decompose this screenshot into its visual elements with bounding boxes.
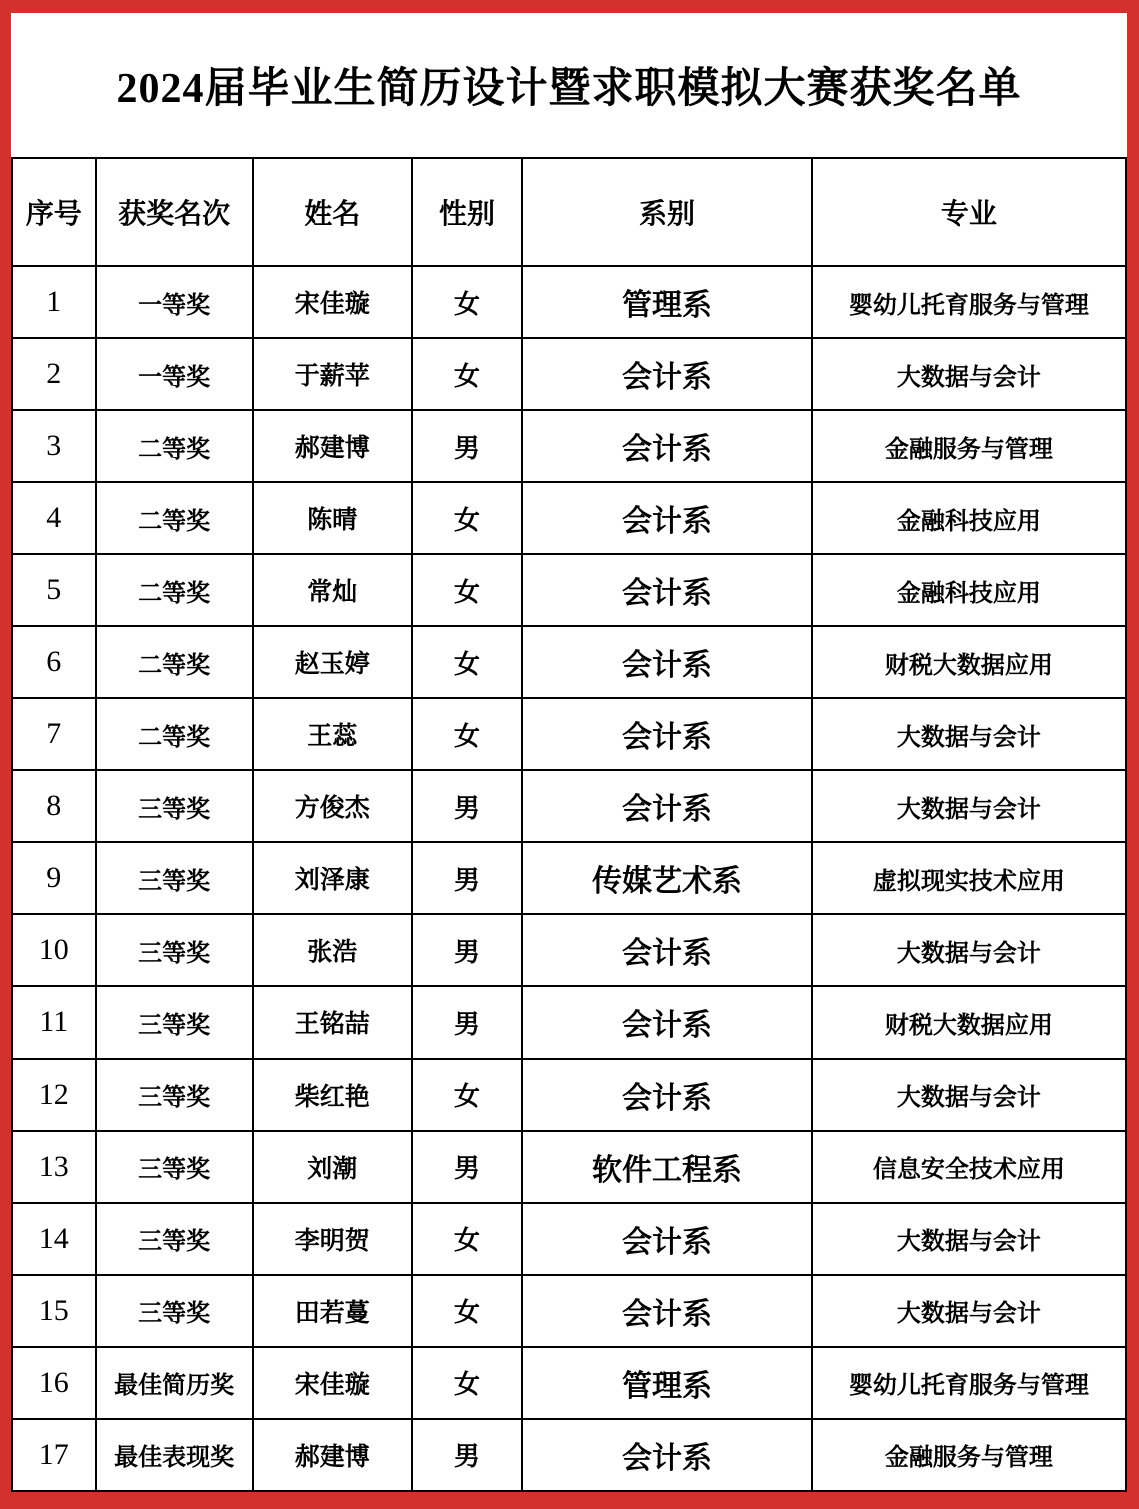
cell-gender: 男 xyxy=(412,770,522,842)
cell-major: 虚拟现实技术应用 xyxy=(812,842,1126,914)
cell-name: 李明贺 xyxy=(253,1203,412,1275)
cell-award: 三等奖 xyxy=(96,1059,253,1131)
cell-department: 会计系 xyxy=(522,914,812,986)
cell-department: 会计系 xyxy=(522,410,812,482)
cell-gender: 女 xyxy=(412,626,522,698)
cell-department: 传媒艺术系 xyxy=(522,842,812,914)
cell-major: 大数据与会计 xyxy=(812,1203,1126,1275)
cell-name: 方俊杰 xyxy=(253,770,412,842)
cell-award: 三等奖 xyxy=(96,1275,253,1347)
cell-department: 会计系 xyxy=(522,1059,812,1131)
cell-name: 王蕊 xyxy=(253,698,412,770)
header-row xyxy=(12,158,1126,266)
cell-gender: 女 xyxy=(412,1275,522,1347)
cell-award: 二等奖 xyxy=(96,698,253,770)
cell-gender: 女 xyxy=(412,1203,522,1275)
cell-gender: 男 xyxy=(412,986,522,1058)
table-row xyxy=(12,842,1126,914)
cell-award: 三等奖 xyxy=(96,1131,253,1203)
page-title: 2024届毕业生简历设计暨求职模拟大赛获奖名单 xyxy=(116,66,1022,112)
cell-department: 会计系 xyxy=(522,1203,812,1275)
cell-index: 3 xyxy=(12,410,96,482)
cell-gender: 女 xyxy=(412,1059,522,1131)
cell-name: 张浩 xyxy=(253,914,412,986)
table-row xyxy=(12,914,1126,986)
cell-major: 大数据与会计 xyxy=(812,338,1126,410)
col-header-award: 获奖名次 xyxy=(96,158,253,266)
cell-index: 15 xyxy=(12,1275,96,1347)
table-row xyxy=(12,1203,1126,1275)
cell-major: 金融服务与管理 xyxy=(812,410,1126,482)
cell-department: 会计系 xyxy=(522,626,812,698)
cell-major: 大数据与会计 xyxy=(812,1059,1126,1131)
cell-gender: 男 xyxy=(412,842,522,914)
cell-name: 郝建博 xyxy=(253,410,412,482)
cell-index: 10 xyxy=(12,914,96,986)
cell-department: 会计系 xyxy=(522,770,812,842)
cell-award: 二等奖 xyxy=(96,410,253,482)
col-header-major: 专业 xyxy=(812,158,1126,266)
award-table xyxy=(11,157,1127,1492)
cell-gender: 男 xyxy=(412,914,522,986)
cell-award: 最佳表现奖 xyxy=(96,1419,253,1491)
cell-award: 一等奖 xyxy=(96,266,253,338)
cell-index: 11 xyxy=(12,986,96,1058)
cell-name: 刘泽康 xyxy=(253,842,412,914)
cell-gender: 女 xyxy=(412,266,522,338)
cell-major: 大数据与会计 xyxy=(812,770,1126,842)
cell-name: 于薪苹 xyxy=(253,338,412,410)
cell-award: 三等奖 xyxy=(96,842,253,914)
cell-name: 柴红艳 xyxy=(253,1059,412,1131)
cell-gender: 女 xyxy=(412,482,522,554)
cell-gender: 女 xyxy=(412,1347,522,1419)
cell-award: 二等奖 xyxy=(96,626,253,698)
cell-major: 金融服务与管理 xyxy=(812,1419,1126,1491)
col-header-name: 姓名 xyxy=(253,158,412,266)
table-row xyxy=(12,986,1126,1058)
cell-name: 宋佳璇 xyxy=(253,1347,412,1419)
cell-name: 郝建博 xyxy=(253,1419,412,1491)
table-row xyxy=(12,338,1126,410)
cell-index: 6 xyxy=(12,626,96,698)
cell-major: 信息安全技术应用 xyxy=(812,1131,1126,1203)
table-row xyxy=(12,770,1126,842)
cell-gender: 男 xyxy=(412,1131,522,1203)
cell-index: 16 xyxy=(12,1347,96,1419)
table-row xyxy=(12,482,1126,554)
cell-gender: 男 xyxy=(412,1419,522,1491)
cell-award: 三等奖 xyxy=(96,1203,253,1275)
cell-award: 二等奖 xyxy=(96,554,253,626)
table-row xyxy=(12,554,1126,626)
cell-index: 9 xyxy=(12,842,96,914)
cell-award: 最佳简历奖 xyxy=(96,1347,253,1419)
cell-index: 4 xyxy=(12,482,96,554)
table-row xyxy=(12,1275,1126,1347)
cell-department: 会计系 xyxy=(522,1275,812,1347)
cell-major: 大数据与会计 xyxy=(812,914,1126,986)
cell-gender: 女 xyxy=(412,698,522,770)
cell-index: 17 xyxy=(12,1419,96,1491)
table-row xyxy=(12,698,1126,770)
table-row xyxy=(12,1131,1126,1203)
cell-major: 金融科技应用 xyxy=(812,482,1126,554)
cell-department: 会计系 xyxy=(522,482,812,554)
cell-major: 大数据与会计 xyxy=(812,698,1126,770)
cell-index: 12 xyxy=(12,1059,96,1131)
cell-index: 8 xyxy=(12,770,96,842)
cell-department: 会计系 xyxy=(522,1419,812,1491)
table-row xyxy=(12,1059,1126,1131)
cell-award: 二等奖 xyxy=(96,482,253,554)
cell-index: 7 xyxy=(12,698,96,770)
title-area xyxy=(11,13,1127,157)
cell-department: 会计系 xyxy=(522,986,812,1058)
cell-gender: 女 xyxy=(412,554,522,626)
cell-department: 管理系 xyxy=(522,1347,812,1419)
cell-department: 会计系 xyxy=(522,338,812,410)
cell-award: 三等奖 xyxy=(96,914,253,986)
cell-name: 陈晴 xyxy=(253,482,412,554)
cell-index: 13 xyxy=(12,1131,96,1203)
table-row xyxy=(12,410,1126,482)
cell-name: 宋佳璇 xyxy=(253,266,412,338)
cell-gender: 女 xyxy=(412,338,522,410)
col-header-index: 序号 xyxy=(12,158,96,266)
cell-major: 财税大数据应用 xyxy=(812,986,1126,1058)
cell-name: 田若蔓 xyxy=(253,1275,412,1347)
cell-major: 婴幼儿托育服务与管理 xyxy=(812,1347,1126,1419)
table-row xyxy=(12,626,1126,698)
cell-award: 一等奖 xyxy=(96,338,253,410)
cell-major: 财税大数据应用 xyxy=(812,626,1126,698)
cell-award: 三等奖 xyxy=(96,986,253,1058)
cell-name: 王铭喆 xyxy=(253,986,412,1058)
content-panel xyxy=(11,13,1127,1492)
cell-department: 会计系 xyxy=(522,698,812,770)
col-header-gender: 性别 xyxy=(412,158,522,266)
cell-major: 大数据与会计 xyxy=(812,1275,1126,1347)
cell-department: 软件工程系 xyxy=(522,1131,812,1203)
col-header-department: 系别 xyxy=(522,158,812,266)
cell-name: 常灿 xyxy=(253,554,412,626)
cell-index: 1 xyxy=(12,266,96,338)
award-table-body xyxy=(12,266,1126,1491)
cell-name: 刘潮 xyxy=(253,1131,412,1203)
cell-gender: 男 xyxy=(412,410,522,482)
cell-index: 14 xyxy=(12,1203,96,1275)
cell-major: 婴幼儿托育服务与管理 xyxy=(812,266,1126,338)
cell-award: 三等奖 xyxy=(96,770,253,842)
cell-name: 赵玉婷 xyxy=(253,626,412,698)
cell-department: 会计系 xyxy=(522,554,812,626)
cell-department: 管理系 xyxy=(522,266,812,338)
cell-index: 5 xyxy=(12,554,96,626)
cell-major: 金融科技应用 xyxy=(812,554,1126,626)
table-row xyxy=(12,1347,1126,1419)
cell-index: 2 xyxy=(12,338,96,410)
table-row xyxy=(12,266,1126,338)
table-row xyxy=(12,1419,1126,1491)
